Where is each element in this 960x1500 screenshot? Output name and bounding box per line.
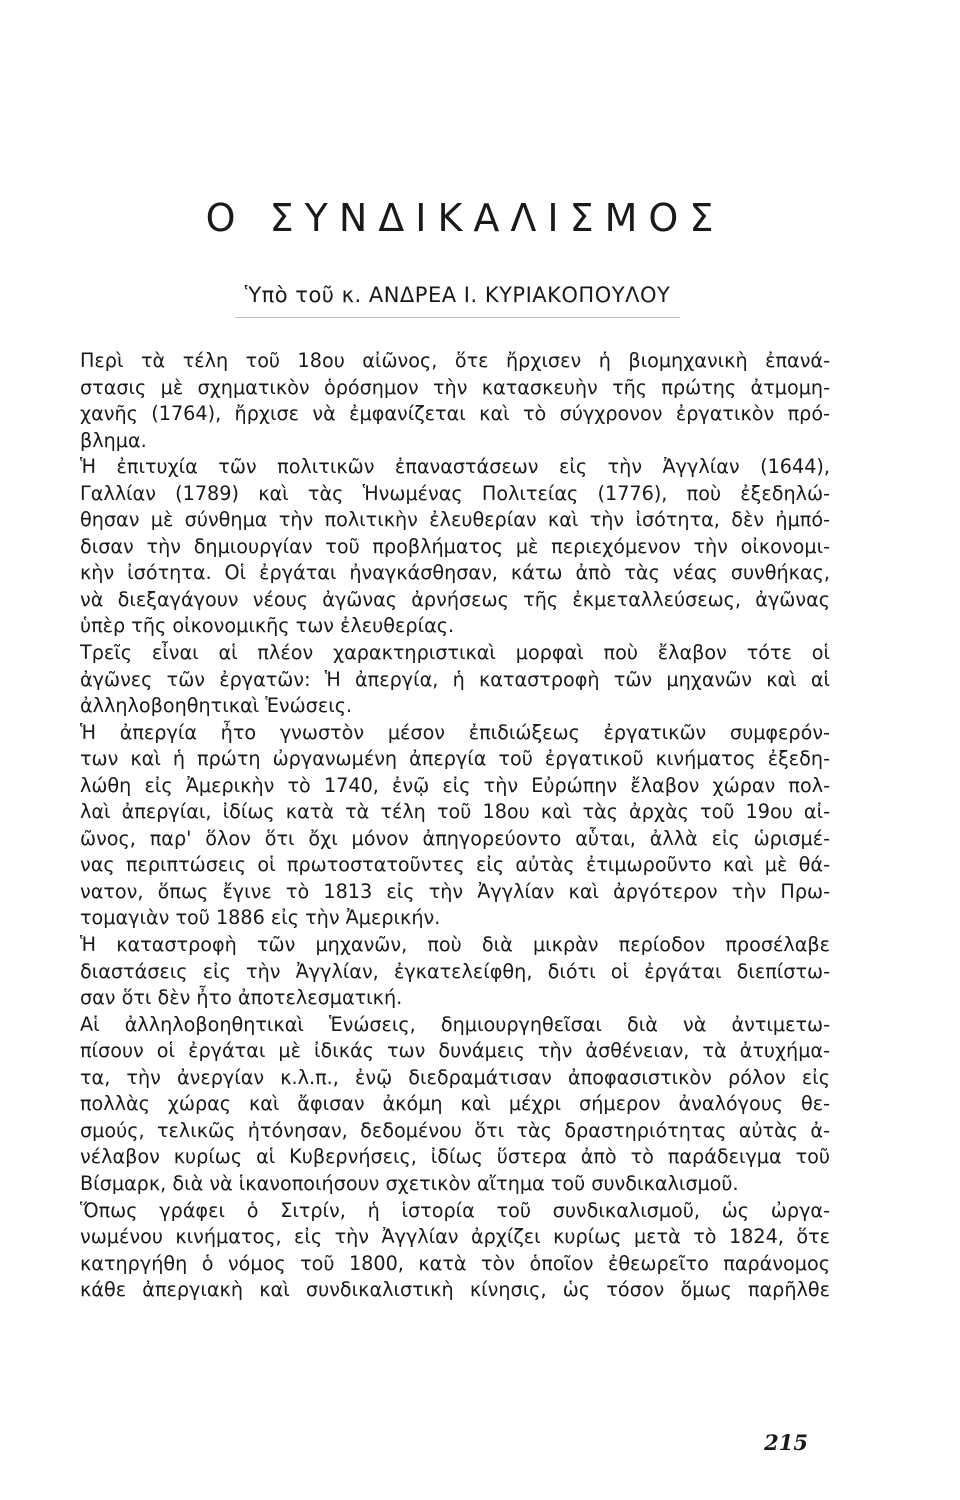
text-line: τομαγιὰν τοῦ 1886 εἰς τὴν Ἀμερικήν. [80, 906, 441, 930]
text-line: νέλαβον κυρίως αἱ Κυβερνήσεις, ἰδίως ὕστερα ἀπὸ τὸ παράδειγμα τοῦ [80, 1145, 830, 1169]
text-line: βλημα. [80, 428, 147, 452]
text-line: νας περιπτώσεις οἱ πρωτοστατοῦντες εἰς αὐτὰς ἐτιμωροῦντο καὶ μὲ θά- [80, 853, 830, 877]
text-line: λώθη εἰς Ἀμερικὴν τὸ 1740, ἐνῷ εἰς τὴν Εὐρώπην ἔλαβον χώραν πολ- [80, 773, 830, 797]
text-line: θησαν μὲ σύνθημα τὴν πολιτικὴν ἐλευθερίαν καὶ τὴν ἰσότητα, δὲν ἠμπό- [80, 508, 830, 532]
text-line: ἀλληλοβοηθητικαὶ Ἑνώσεις. [80, 694, 353, 718]
author-byline: Ὑπὸ τοῦ κ. ΑΝΔΡΕΑ Ι. ΚΥΡΙΑΚΟΠΟΥΛΟΥ [235, 283, 680, 318]
text-line: Αἱ ἀλληλοβοηθητικαὶ Ἑνώσεις, δημιουργηθεῖσαι διὰ νὰ ἀντιμετω- [80, 1012, 830, 1036]
text-line: κατηργήθη ὁ νόμος τοῦ 1800, κατὰ τὸν ὁποῖον ἐθεωρεῖτο παράνομος [80, 1251, 830, 1275]
text-line: ἀγῶνες τῶν ἐργατῶν: Ἡ ἀπεργία, ἡ καταστροφὴ τῶν μηχανῶν καὶ αἱ [80, 667, 830, 691]
text-line: στασις μὲ σχηματικὸν ὁρόσημον τὴν κατασκευὴν τῆς πρώτης ἀτμομη- [80, 375, 830, 399]
text-line: νωμένου κινήματος, εἰς τὴν Ἀγγλίαν ἀρχίζει κυρίως μετὰ τὸ 1824, ὅτε [80, 1225, 830, 1249]
text-line: νὰ διεξαγάγουν νέους ἀγῶνας ἀρνήσεως τῆς ἐκμεταλλεύσεως, ἀγῶνας [80, 587, 830, 611]
text-line: πολλὰς χώρας καὶ ἄφισαν ἀκόμη καὶ μέχρι σήμερον ἀναλόγους θε- [80, 1092, 830, 1116]
text-line: διαστάσεις εἰς τὴν Ἀγγλίαν, ἐγκατελείφθη, διότι οἱ ἐργάται διεπίστω- [80, 959, 830, 983]
text-line: σαν ὅτι δὲν ἦτο ἀποτελεσματική. [80, 986, 403, 1010]
text-line: νατον, ὅπως ἔγινε τὸ 1813 εἰς τὴν Ἀγγλίαν καὶ ἀργότερον τὴν Πρω- [80, 879, 830, 903]
page-number: 215 [764, 1430, 808, 1455]
text-line: ῶνος, παρ' ὅλον ὅτι ὄχι μόνον ἀπηγορεύοντο αὗται, ἀλλὰ εἰς ὡρισμέ- [80, 826, 830, 850]
text-line: κὴν ἰσότητα. Οἱ ἐργάται ἠναγκάσθησαν, κάτω ἀπὸ τὰς νέας συνθήκας, [80, 561, 830, 585]
text-line: Ἡ ἐπιτυχία τῶν πολιτικῶν ἐπαναστάσεων εἰς τὴν Ἀγγλίαν (1644), [80, 455, 830, 479]
text-line: λαὶ ἀπεργίαι, ἰδίως κατὰ τὰ τέλη τοῦ 18ου καὶ τὰς ἀρχὰς τοῦ 19ου αἰ- [80, 800, 830, 824]
article-body [80, 348, 830, 1304]
text-line: Περὶ τὰ τέλη τοῦ 18ου αἰῶνος, ὅτε ἤρχισεν ἡ βιομηχανικὴ ἐπανά- [80, 349, 830, 372]
text-line: κάθε ἀπεργιακὴ καὶ συνδικαλιστικὴ κίνησις, ὡς τόσον ὅμως παρῆλθε [80, 1278, 830, 1302]
text-line: Ἡ ἀπεργία ἦτο γνωστὸν μέσον ἐπιδιώξεως ἐργατικῶν συμφερόν- [80, 720, 830, 744]
text-line: Βίσμαρκ, διὰ νὰ ἱκανοποιήσουν σχετικὸν αἴτημα τοῦ συνδικαλισμοῦ. [80, 1171, 739, 1195]
text-line: Ἡ καταστροφὴ τῶν μηχανῶν, ποὺ διὰ μικρὰν περίοδον προσέλαβε [80, 933, 830, 957]
text-line: σμούς, τελικῶς ἠτόνησαν, δεδομένου ὅτι τὰς δραστηριότητας αὐτὰς ἀ- [80, 1118, 830, 1142]
text-line: Γαλλίαν (1789) καὶ τὰς Ἡνωμένας Πολιτείας (1776), ποὺ ἐξεδηλώ- [80, 481, 830, 505]
text-line: των καὶ ἡ πρώτη ὠργανωμένη ἀπεργία τοῦ ἐργατικοῦ κινήματος ἐξεδη- [80, 747, 830, 771]
article-title: Ο ΣΥΝΔΙΚΑΛΙΣΜΟΣ [205, 196, 725, 240]
text-line: Ὅπως γράφει ὁ Σιτρίν, ἡ ἱστορία τοῦ συνδικαλισμοῦ, ὡς ὠργα- [80, 1198, 830, 1222]
text-line: Τρεῖς εἶναι αἱ πλέον χαρακτηριστικαὶ μορφαὶ ποὺ ἔλαβον τότε οἱ [80, 641, 830, 665]
text-line: ὑπὲρ τῆς οἰκονομικῆς των ἐλευθερίας. [80, 614, 455, 638]
text-line: χανῆς (1764), ἤρχισε νὰ ἐμφανίζεται καὶ τὸ σύγχρονον ἐργατικὸν πρό- [80, 402, 830, 426]
text-line: τα, τὴν ἀνεργίαν κ.λ.π., ἐνῷ διεδραμάτισαν ἀποφασιστικὸν ρόλον εἰς [80, 1065, 830, 1089]
text-line: δισαν τὴν δημιουργίαν τοῦ προβλήματος μὲ περιεχόμενον τὴν οἰκονομι- [80, 534, 830, 558]
text-line: πίσουν οἱ ἐργάται μὲ ἰδικάς των δυνάμεις τὴν ἀσθένειαν, τὰ ἀτυχήμα- [80, 1039, 830, 1063]
